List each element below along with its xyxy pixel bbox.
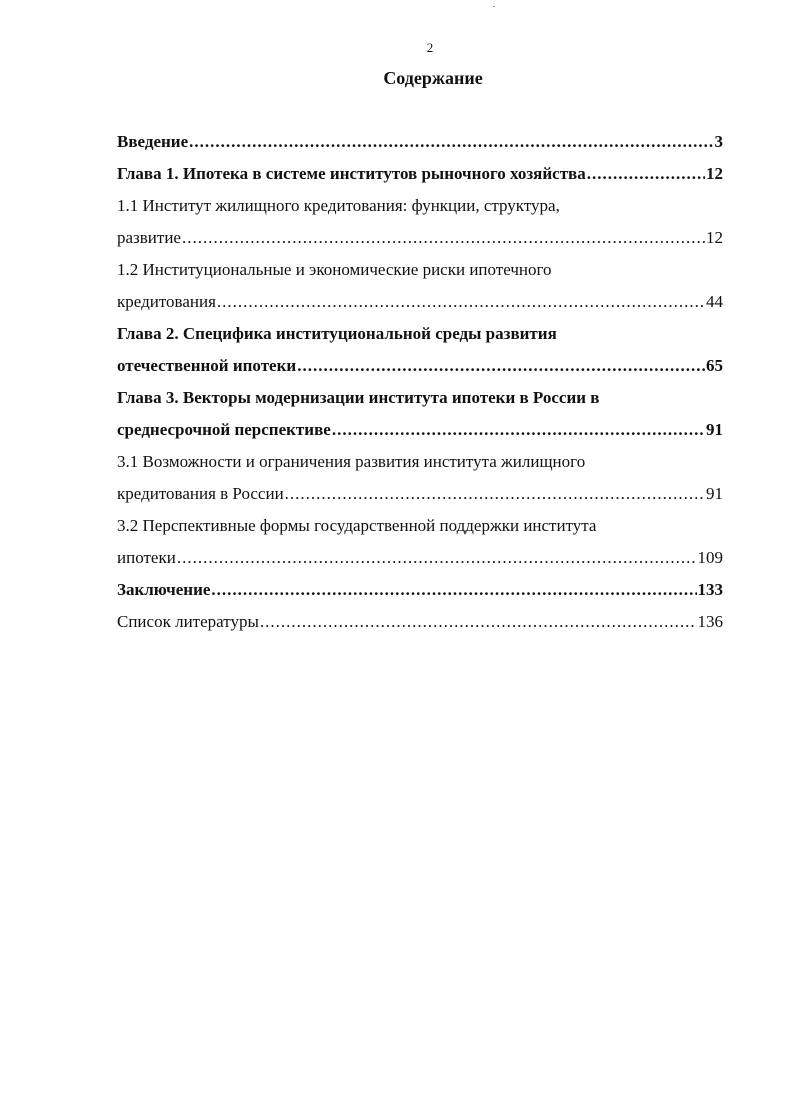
toc-page-number: 12 xyxy=(706,228,723,247)
toc-entry-label: ипотеки xyxy=(117,548,176,567)
toc-entry-label: Введение xyxy=(117,132,189,151)
toc-leader-dots xyxy=(189,126,713,158)
toc-page-number: 65 xyxy=(706,356,723,375)
toc-entry-section-1-1[interactable] xyxy=(117,222,723,254)
toc-leader-dots xyxy=(177,542,697,574)
toc-entry-label: среднесрочной перспективе xyxy=(117,420,331,439)
toc-leader-dots xyxy=(332,414,705,446)
toc-entry-section-1-1-line1[interactable]: 1.1 Институт жилищного кредитования: функции, структура, xyxy=(117,196,560,215)
toc-entry-section-3-1-line1[interactable]: 3.1 Возможности и ограничения развития института жилищного xyxy=(117,452,586,471)
toc-page-number: 44 xyxy=(706,292,723,311)
toc-entry-intro[interactable] xyxy=(117,126,723,158)
toc-leader-dots xyxy=(285,478,705,510)
toc-entry-references[interactable] xyxy=(117,606,723,638)
toc-entry-chapter-1[interactable] xyxy=(117,158,723,190)
toc-page-number: 91 xyxy=(706,484,723,503)
toc-page-number: 12 xyxy=(706,164,723,183)
page-number: 2 xyxy=(426,40,434,55)
toc-entry-label: кредитования в России xyxy=(117,484,284,503)
table-of-contents xyxy=(117,126,723,638)
toc-entry-section-3-1[interactable] xyxy=(117,478,723,510)
toc-entry-conclusion[interactable] xyxy=(117,574,723,606)
toc-entry-label: Заключение xyxy=(117,580,211,599)
toc-entry-label: развитие xyxy=(117,228,181,247)
toc-entry-section-1-2-line1[interactable]: 1.2 Институциональные и экономические риски ипотечного xyxy=(117,260,552,279)
toc-leader-dots xyxy=(217,286,705,318)
toc-page-number: 109 xyxy=(697,548,723,567)
toc-leader-dots xyxy=(182,222,705,254)
toc-entry-chapter-2[interactable] xyxy=(117,350,723,382)
toc-leader-dots xyxy=(587,158,705,190)
toc-entry-label: Глава 1. Ипотека в системе институтов рыночного хозяйства xyxy=(117,164,586,183)
toc-entry-section-1-2[interactable] xyxy=(117,286,723,318)
toc-page-number: 136 xyxy=(697,612,723,631)
scan-artifact xyxy=(493,6,495,7)
page-title: Содержание xyxy=(383,68,483,88)
toc-entry-chapter-3[interactable] xyxy=(117,414,723,446)
toc-entry-chapter-3-line1[interactable]: Глава 3. Векторы модернизации института ипотеки в России в xyxy=(117,388,600,407)
toc-leader-dots xyxy=(211,574,696,606)
toc-entry-section-3-2-line1[interactable]: 3.2 Перспективные формы государственной поддержки института xyxy=(117,516,597,535)
toc-page-number: 133 xyxy=(697,580,723,599)
toc-leader-dots xyxy=(297,350,705,382)
toc-entry-label: отечественной ипотеки xyxy=(117,356,297,375)
toc-leader-dots xyxy=(260,606,697,638)
toc-entry-label: кредитования xyxy=(117,292,216,311)
toc-entry-chapter-2-line1[interactable]: Глава 2. Специфика институциональной среды развития xyxy=(117,324,557,343)
toc-entry-section-3-2[interactable] xyxy=(117,542,723,574)
toc-entry-label: Список литературы xyxy=(117,612,259,631)
toc-page-number: 91 xyxy=(706,420,723,439)
toc-page-number: 3 xyxy=(714,132,723,151)
